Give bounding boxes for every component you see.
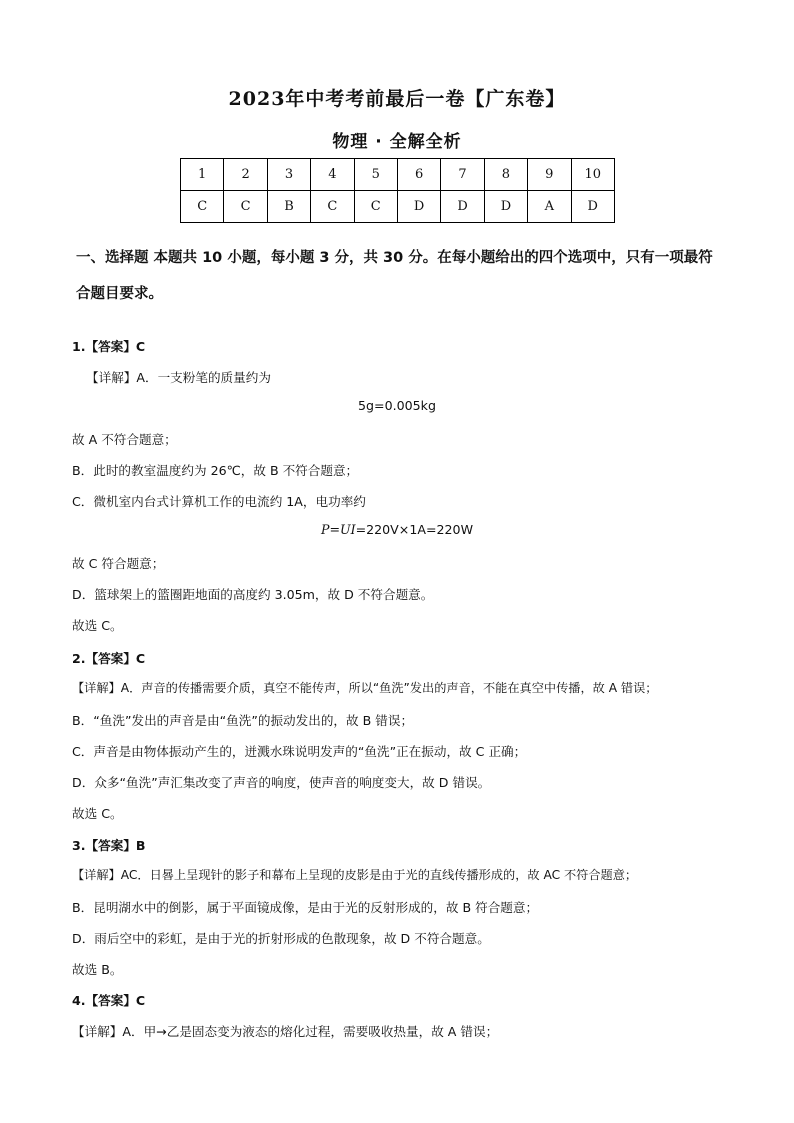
question-number-cell: 4 — [311, 159, 354, 191]
q2-option-a: 【详解】A．声音的传播需要介质，真空不能传声，所以“鱼洗”发出的声音，不能在真空中传播，故 A 错误； — [72, 681, 658, 695]
question-number-cell: 1 — [181, 159, 224, 191]
q4-option-a: 【详解】A．甲→乙是固态变为液态的熔化过程，需要吸收热量，故 A 错误； — [72, 1024, 499, 1039]
question-number-cell: 3 — [267, 159, 310, 191]
answer-cell: D — [441, 191, 484, 223]
q1-final: 故选 C。 — [72, 618, 123, 633]
document-title: 2023年中考考前最后一卷【广东卷】 — [228, 88, 566, 110]
q2-answer: 2.【答案】C — [72, 651, 146, 666]
answer-cell: C — [354, 191, 397, 223]
q3-answer: 3.【答案】B — [72, 838, 146, 853]
question-number-cell: 2 — [224, 159, 267, 191]
question-number-cell: 10 — [571, 159, 614, 191]
question-number-cell: 8 — [484, 159, 527, 191]
q1-option-b: B．此时的教室温度约为 26℃，故 B 不符合题意； — [72, 463, 359, 478]
q3-option-d: D．雨后空中的彩虹，是由于光的折射形成的色散现象，故 D 不符合题意。 — [72, 931, 490, 946]
q4-answer: 4.【答案】C — [72, 993, 146, 1008]
answer-cell: B — [267, 191, 310, 223]
q1-option-c: C．微机室内台式计算机工作的电流约 1A，电功率约 — [72, 494, 366, 509]
q3-option-ac: 【详解】AC．日晷上呈现针的影子和幕布上呈现的皮影是由于光的直线传播形成的，故 AC 不符合题意； — [72, 868, 638, 882]
q2-final: 故选 C。 — [72, 806, 123, 821]
answer-table-answer-row — [181, 191, 615, 223]
q2-option-d: D．众多“鱼洗”声汇集改变了声音的响度，使声音的响度变大，故 D 错误。 — [72, 775, 491, 790]
answer-cell: D — [484, 191, 527, 223]
q3-option-b: B．昆明湖水中的倒影，属于平面镜成像，是由于光的反射形成的，故 B 符合题意； — [72, 900, 539, 915]
answer-cell: C — [311, 191, 354, 223]
q1-conclusion-a: 故 A 不符合题意； — [72, 432, 177, 447]
q2-option-c: C．声音是由物体振动产生的，迸溅水珠说明发声的“鱼洗”正在振动，故 C 正确； — [72, 744, 527, 759]
q1-formula-c-variables: P=UI — [320, 522, 356, 537]
answer-table-number-row — [181, 159, 615, 191]
question-number-cell: 9 — [528, 159, 571, 191]
q2-option-b: B．“鱼洗”发出的声音是由“鱼洗”的振动发出的，故 B 错误； — [72, 713, 414, 728]
q1-formula-a: 5g=0.005kg — [358, 398, 436, 413]
document-subtitle: 物理 · 全解全析 — [332, 132, 462, 152]
question-number-cell: 5 — [354, 159, 397, 191]
answer-cell: D — [397, 191, 440, 223]
q3-final: 故选 B。 — [72, 962, 123, 977]
answer-cell: A — [528, 191, 571, 223]
q1-detail-a: 【详解】A．一支粉笔的质量约为 — [86, 370, 271, 385]
q1-formula-c — [0, 522, 794, 537]
question-number-cell: 7 — [441, 159, 484, 191]
q1-conclusion-c: 故 C 符合题意； — [72, 556, 165, 571]
q1-option-d: D．篮球架上的篮圈距地面的高度约 3.05m，故 D 不符合题意。 — [72, 587, 434, 602]
answer-table — [180, 158, 615, 223]
question-number-cell: 6 — [397, 159, 440, 191]
answer-cell: C — [181, 191, 224, 223]
answer-cell: D — [571, 191, 614, 223]
q1-formula-c-value: =220V×1A=220W — [355, 522, 474, 537]
section-heading: 一、选择题 本题共 10 小题，每小题 3 分，共 30 分。在每小题给出的四个选项中，只有一项最符合题目要求。 — [76, 250, 713, 302]
answer-cell: C — [224, 191, 267, 223]
q1-answer: 1.【答案】C — [72, 339, 146, 354]
